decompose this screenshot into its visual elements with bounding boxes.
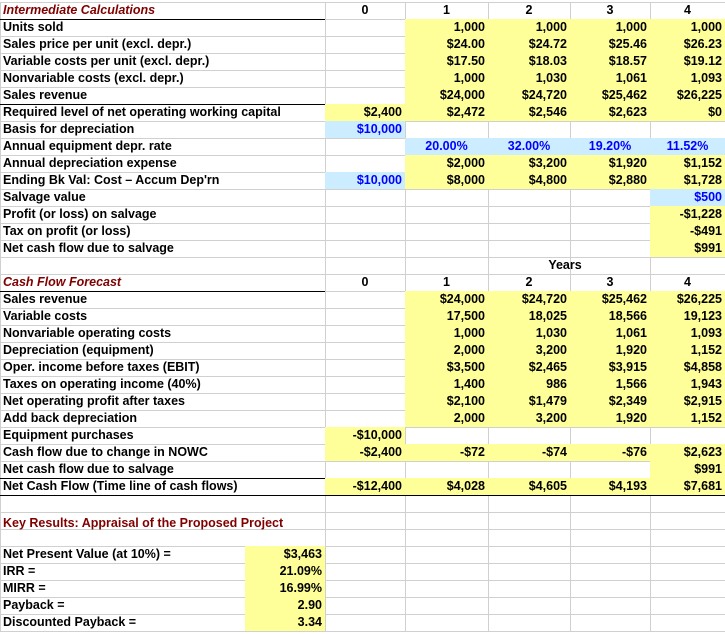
row-label[interactable]: Tax on profit (or loss) — [3, 224, 131, 238]
value-cell[interactable]: -$76 — [570, 444, 650, 461]
row-label[interactable]: Equipment purchases — [3, 428, 134, 442]
value-cell[interactable]: $10,000 — [325, 172, 405, 189]
result-label[interactable]: IRR = — [3, 564, 36, 578]
result-value[interactable]: 21.09% — [245, 563, 325, 580]
value-cell[interactable]: 17,500 — [405, 308, 488, 325]
value-cell[interactable]: $25.46 — [570, 36, 650, 53]
result-label[interactable]: Net Present Value (at 10%) = — [3, 547, 171, 561]
year-header-2[interactable]: 2 — [525, 275, 533, 289]
value-cell[interactable]: 19,123 — [650, 308, 725, 325]
value-cell[interactable]: -$1,228 — [650, 206, 725, 223]
year-header-1[interactable]: 1 — [443, 275, 450, 289]
year-header-4[interactable]: 4 — [684, 3, 691, 17]
value-cell[interactable]: 1,061 — [570, 325, 650, 342]
value-cell[interactable]: $991 — [650, 461, 725, 478]
value-cell[interactable]: $2,880 — [570, 172, 650, 189]
value-cell[interactable]: $1,479 — [488, 393, 570, 410]
value-cell[interactable]: $26.23 — [650, 36, 725, 53]
value-cell[interactable]: 3,200 — [488, 342, 570, 359]
value-cell[interactable]: $25,462 — [570, 87, 650, 104]
value-cell[interactable]: 1,000 — [570, 19, 650, 36]
value-cell[interactable]: $3,915 — [570, 359, 650, 376]
value-cell[interactable]: 1,400 — [405, 376, 488, 393]
result-label[interactable]: MIRR = — [3, 581, 46, 595]
year-header-3[interactable]: 3 — [606, 275, 614, 289]
value-cell[interactable]: $24.00 — [405, 36, 488, 53]
value-cell[interactable]: $2,472 — [405, 104, 488, 121]
value-cell[interactable]: $991 — [650, 240, 725, 257]
value-cell[interactable]: 1,000 — [405, 70, 488, 87]
value-cell[interactable]: $24.72 — [488, 36, 570, 53]
value-cell[interactable]: $4,858 — [650, 359, 725, 376]
value-cell[interactable]: 1,093 — [650, 70, 725, 87]
section-title-intermediate[interactable]: Intermediate Calculations — [3, 3, 156, 17]
value-cell[interactable]: $4,028 — [405, 478, 488, 495]
value-cell[interactable]: 1,152 — [650, 410, 725, 427]
value-cell[interactable]: $10,000 — [325, 121, 405, 138]
value-cell[interactable]: $2,349 — [570, 393, 650, 410]
value-cell[interactable]: 32.00% — [488, 138, 570, 155]
value-cell[interactable]: -$72 — [405, 444, 488, 461]
value-cell[interactable]: -$2,400 — [325, 444, 405, 461]
value-cell[interactable]: 3,200 — [488, 410, 570, 427]
result-value[interactable]: 16.99% — [245, 580, 325, 597]
row-label[interactable]: Nonvariable operating costs — [3, 326, 172, 340]
value-cell[interactable]: $24,000 — [405, 87, 488, 104]
row-label[interactable]: Required level of net operating working capital — [3, 105, 281, 119]
value-cell[interactable]: -$12,400 — [325, 478, 405, 495]
row-label[interactable]: Variable costs — [3, 309, 88, 323]
value-cell[interactable]: $18.57 — [570, 53, 650, 70]
value-cell[interactable]: 986 — [488, 376, 570, 393]
value-cell[interactable]: $2,400 — [325, 104, 405, 121]
value-cell[interactable]: 1,093 — [650, 325, 725, 342]
value-cell[interactable]: 2,000 — [405, 342, 488, 359]
section-title-cashflow[interactable]: Cash Flow Forecast — [3, 275, 122, 289]
value-cell[interactable]: $2,465 — [488, 359, 570, 376]
value-cell[interactable]: $4,800 — [488, 172, 570, 189]
value-cell[interactable]: 1,061 — [570, 70, 650, 87]
value-cell[interactable]: 1,000 — [405, 19, 488, 36]
section-title-key-results[interactable]: Key Results: Appraisal of the Proposed Project — [3, 516, 284, 530]
value-cell[interactable]: 1,943 — [650, 376, 725, 393]
row-label[interactable]: Net cash flow due to salvage — [3, 462, 174, 476]
value-cell[interactable]: -$74 — [488, 444, 570, 461]
result-label[interactable]: Discounted Payback = — [3, 615, 137, 629]
row-label[interactable]: Cash flow due to change in NOWC — [3, 445, 208, 459]
value-cell[interactable]: $2,623 — [570, 104, 650, 121]
result-value[interactable]: $3,463 — [245, 546, 325, 563]
value-cell[interactable]: 1,030 — [488, 325, 570, 342]
row-label[interactable]: Depreciation (equipment) — [3, 343, 154, 357]
value-cell[interactable]: $3,500 — [405, 359, 488, 376]
value-cell[interactable]: $18.03 — [488, 53, 570, 70]
value-cell[interactable]: $19.12 — [650, 53, 725, 70]
row-label[interactable]: Annual depreciation expense — [3, 156, 177, 170]
year-header-2[interactable]: 2 — [525, 3, 533, 17]
value-cell[interactable]: 1,030 — [488, 70, 570, 87]
value-cell[interactable]: $2,623 — [650, 444, 725, 461]
row-label[interactable]: Nonvariable costs (excl. depr.) — [3, 71, 184, 85]
row-label[interactable]: Profit (or loss) on salvage — [3, 207, 157, 221]
value-cell[interactable]: 19.20% — [570, 138, 650, 155]
value-cell[interactable]: -$10,000 — [325, 427, 405, 444]
row-label[interactable]: Ending Bk Val: Cost – Accum Dep'rn — [3, 173, 220, 187]
value-cell[interactable]: 1,000 — [650, 19, 725, 36]
years-caption[interactable]: Years — [548, 258, 582, 272]
value-cell[interactable]: 1,000 — [488, 19, 570, 36]
value-cell[interactable]: $1,728 — [650, 172, 725, 189]
row-label[interactable]: Net Cash Flow (Time line of cash flows) — [3, 479, 238, 493]
row-label[interactable]: Taxes on operating income (40%) — [3, 377, 201, 391]
row-label[interactable]: Oper. income before taxes (EBIT) — [3, 360, 200, 374]
year-header-0[interactable]: 0 — [361, 3, 369, 17]
row-label[interactable]: Add back depreciation — [3, 411, 138, 425]
value-cell[interactable]: $1,152 — [650, 155, 725, 172]
row-label[interactable]: Net operating profit after taxes — [3, 394, 185, 408]
row-label[interactable]: Basis for depreciation — [3, 122, 135, 136]
value-cell[interactable]: $8,000 — [405, 172, 488, 189]
row-label[interactable]: Sales price per unit (excl. depr.) — [3, 37, 192, 51]
value-cell[interactable]: 2,000 — [405, 410, 488, 427]
value-cell[interactable]: $2,915 — [650, 393, 725, 410]
value-cell[interactable]: $7,681 — [650, 478, 725, 495]
row-label[interactable]: Sales revenue — [3, 292, 88, 306]
value-cell[interactable]: $500 — [650, 189, 725, 206]
result-label[interactable]: Payback = — [3, 598, 65, 612]
value-cell[interactable]: $24,720 — [488, 291, 570, 308]
value-cell[interactable]: $26,225 — [650, 291, 725, 308]
value-cell[interactable]: $2,546 — [488, 104, 570, 121]
result-value[interactable]: 2.90 — [245, 597, 325, 614]
value-cell[interactable]: 1,152 — [650, 342, 725, 359]
row-label[interactable]: Sales revenue — [3, 88, 88, 102]
value-cell[interactable]: $2,000 — [405, 155, 488, 172]
value-cell[interactable]: $24,720 — [488, 87, 570, 104]
result-value[interactable]: 3.34 — [245, 614, 325, 631]
value-cell[interactable]: 11.52% — [650, 138, 725, 155]
value-cell[interactable]: $4,193 — [570, 478, 650, 495]
value-cell[interactable]: $25,462 — [570, 291, 650, 308]
value-cell[interactable]: 1,000 — [405, 325, 488, 342]
row-label[interactable]: Units sold — [3, 20, 64, 34]
year-header-0[interactable]: 0 — [361, 275, 369, 289]
value-cell[interactable]: $26,225 — [650, 87, 725, 104]
value-cell[interactable]: $0 — [650, 104, 725, 121]
value-cell[interactable]: $1,920 — [570, 155, 650, 172]
value-cell[interactable]: $2,100 — [405, 393, 488, 410]
row-label[interactable]: Net cash flow due to salvage — [3, 241, 174, 255]
value-cell[interactable]: -$491 — [650, 223, 725, 240]
value-cell[interactable]: $3,200 — [488, 155, 570, 172]
value-cell[interactable]: 1,920 — [570, 410, 650, 427]
value-cell[interactable]: $4,605 — [488, 478, 570, 495]
year-header-1[interactable]: 1 — [443, 3, 450, 17]
row-label[interactable]: Variable costs per unit (excl. depr.) — [3, 54, 210, 68]
year-header-3[interactable]: 3 — [606, 3, 614, 17]
value-cell[interactable]: 20.00% — [405, 138, 488, 155]
value-cell[interactable]: 1,920 — [570, 342, 650, 359]
row-label[interactable]: Annual equipment depr. rate — [3, 139, 172, 153]
value-cell[interactable]: 18,566 — [570, 308, 650, 325]
value-cell[interactable]: $17.50 — [405, 53, 488, 70]
value-cell[interactable]: 18,025 — [488, 308, 570, 325]
row-label[interactable]: Salvage value — [3, 190, 86, 204]
value-cell[interactable]: 1,566 — [570, 376, 650, 393]
value-cell[interactable]: $24,000 — [405, 291, 488, 308]
year-header-4[interactable]: 4 — [684, 275, 691, 289]
